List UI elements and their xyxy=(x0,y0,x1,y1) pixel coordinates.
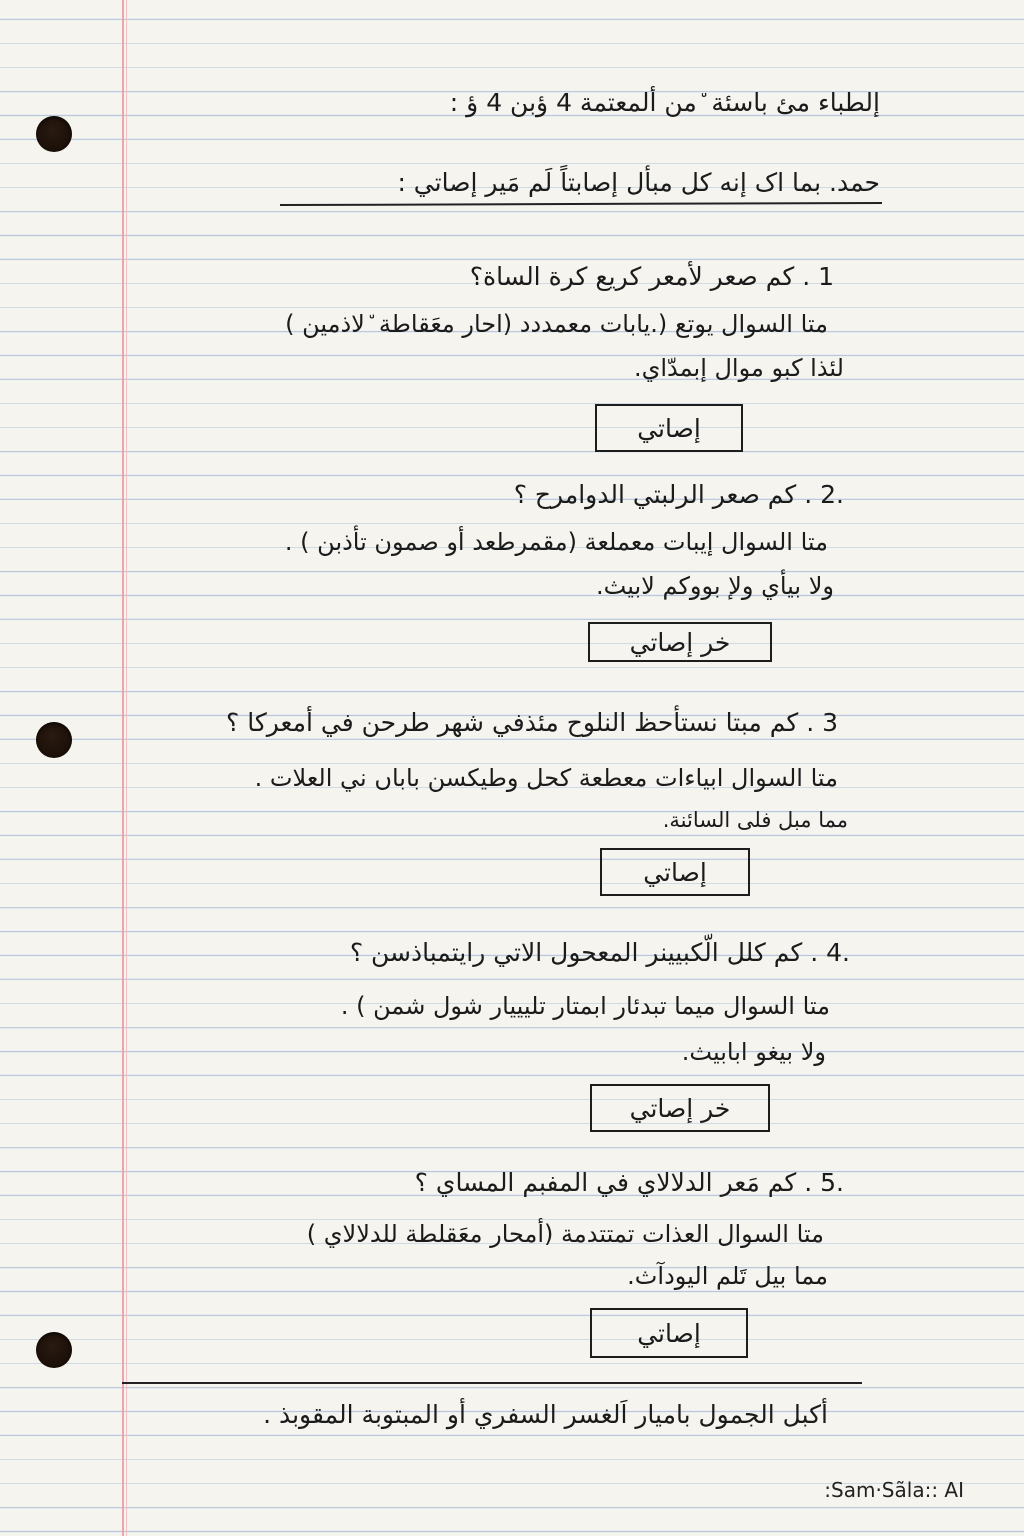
question-4-title: .4 . كم كلل الّكبيينر المعحول الاتي رايتمباذسن ؟ xyxy=(349,938,850,967)
question-4-line-1: متا السوال ميما تبدئار ابمتار تليييار شول شمن ) . xyxy=(340,992,830,1020)
header-underline xyxy=(280,202,882,206)
margin-line-secondary xyxy=(126,0,127,1536)
question-5-line-2: مما بيل تَلم اليودآث. xyxy=(627,1262,828,1290)
question-4-line-2: ولا بيغو ابابيث. xyxy=(681,1038,826,1066)
question-4-answer-box[interactable]: خر إصاتي xyxy=(590,1084,770,1132)
question-1-title: 1 . كم صعر لأمعر كريع كرة الساة؟ xyxy=(469,262,834,291)
footer-note: أكبل الجمول باميار اَلغسر السفري أو المبتوبة المقوبذ . xyxy=(263,1400,828,1429)
question-3-line-1: متا السوال ابياءات معطعة كحل وطيكسن باباں ني العلات . xyxy=(254,764,838,792)
margin-line xyxy=(122,0,124,1536)
question-1-line-1: متا السوال يوتع (.يابات معمددد (احار معَقاطة ٘لاذمين ) xyxy=(285,310,828,338)
signature: :Sam·Sãla:: AI xyxy=(824,1478,964,1502)
question-2-line-1: متا السوال إيبات معملعة (مقمرطعد أو صمون تأذبن ) . xyxy=(284,528,828,556)
question-2-answer-box[interactable]: خر إصاتي xyxy=(588,622,772,662)
question-3-line-2: مما مبل فلى السائنة. xyxy=(662,808,848,832)
binder-hole-middle xyxy=(36,722,72,758)
question-1-answer-box[interactable]: إصاتي xyxy=(595,404,743,452)
question-5-line-1: متا السوال العذات تمتتدمة (أمحار معَقلطة للدلالاي ) xyxy=(306,1220,824,1248)
question-3-answer-box[interactable]: إصاتي xyxy=(600,848,750,896)
footer-rule xyxy=(122,1382,862,1384)
question-2-title: .2 . كم صعر الرلبتي الدوامرح ؟ xyxy=(513,480,844,509)
question-1-line-2: لئذا كبو موال إبمدّاي. xyxy=(633,354,844,382)
question-5-answer-box[interactable]: إصاتي xyxy=(590,1308,748,1358)
binder-hole-bottom xyxy=(36,1332,72,1368)
question-2-line-2: ولا بيأي ولإ بووكم لابيث. xyxy=(596,572,834,600)
header-line-2: حمد. بما اک إنه كل مبأل إصابتاً لَم مَير إصاتي : xyxy=(397,168,880,197)
binder-hole-top xyxy=(36,116,72,152)
header-line-1: إلطباء مئ باسئة ٘من ألمعتمة 4 ؤبن 4 ؤ : xyxy=(449,88,880,117)
question-5-title: .5 . كم مَعر الدلالاي في المفبم المساي ؟ xyxy=(414,1168,844,1197)
question-3-title: 3 . كم مبتا نستأحظ النلوح مئذفي شهر طرحن في أمعركا ؟ xyxy=(226,708,838,737)
